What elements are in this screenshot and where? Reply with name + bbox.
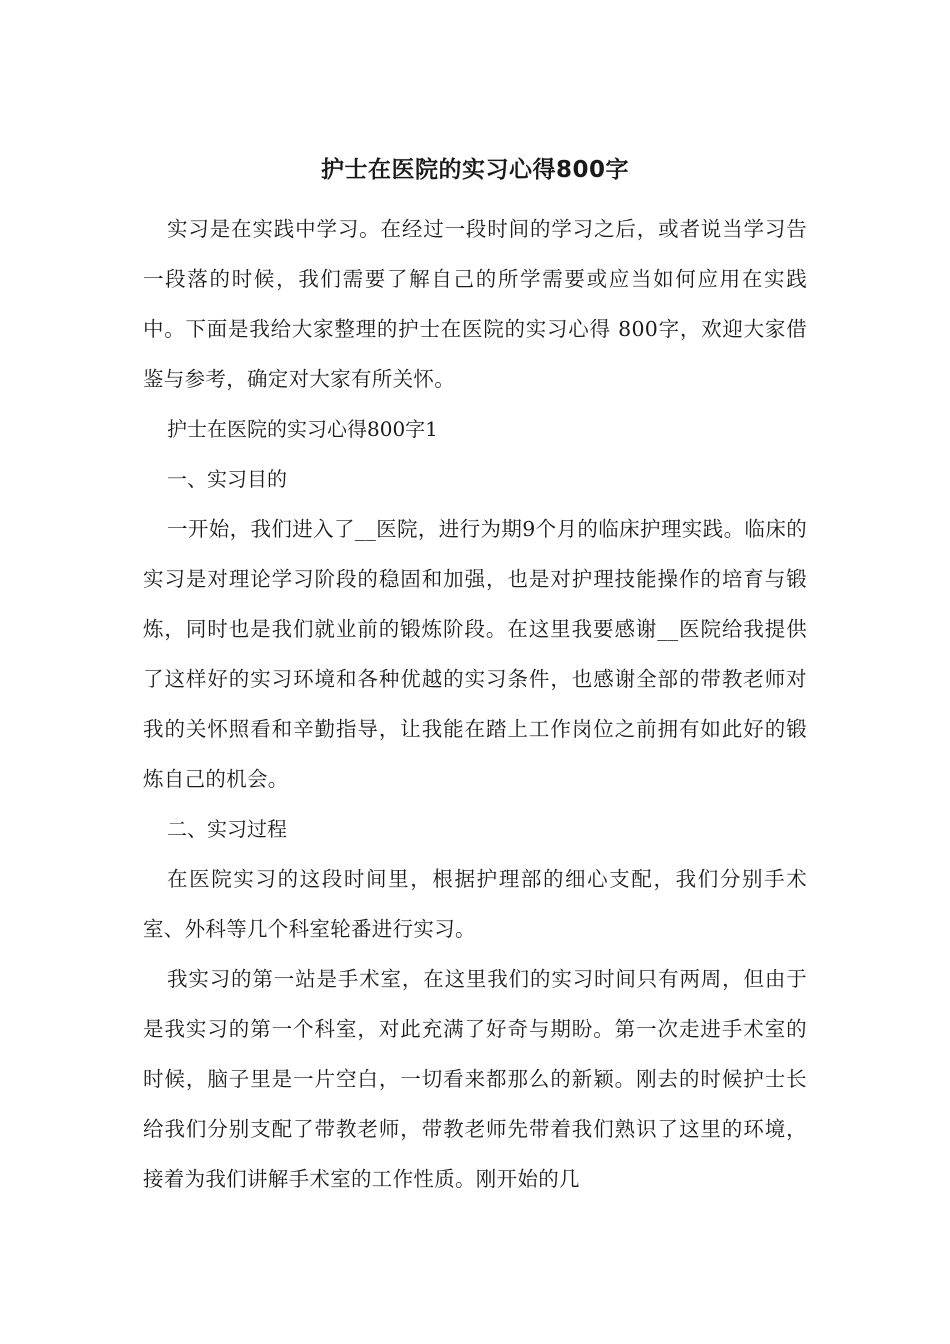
document-body [143,204,807,1204]
section-heading-1: 护士在医院的实习心得800字1 [167,417,438,441]
subsection-heading-process: 二、实习过程 [167,817,287,841]
process-paragraph-1: 在医院实习的这段时间里，根据护理部的细心支配，我们分别手术室、外科等几个科室轮番进行实习。 [143,867,807,941]
intro-paragraph: 实习是在实践中学习。在经过一段时间的学习之后，或者说当学习告一段落的时候，我们需要了解自己的所学需要或应当如何应用在实践中。下面是我给大家整理的护士在医院的实习心得 800字，欢迎大家借鉴与参考，确定对大家有所关怀。 [143,217,807,391]
document-title: 护士在医院的实习心得800字 [320,157,629,183]
process-paragraph-2: 我实习的第一站是手术室，在这里我们的实习时间只有两周，但由于是我实习的第一个科室，对此充满了好奇与期盼。第一次走进手术室的时候，脑子里是一片空白，一切看来都那么的新颖。刚去的时候护士长给我们分别支配了带教老师，带教老师先带着我们熟识了这里的环境，接着为我们讲解手术室的工作性质。刚开始的几 [143,967,807,1191]
subsection-heading-purpose: 一、实习目的 [167,467,287,491]
purpose-paragraph: 一开始，我们进入了__医院，进行为期9个月的临床护理实践。临床的实习是对理论学习阶段的稳固和加强，也是对护理技能操作的培育与锻炼，同时也是我们就业前的锻炼阶段。在这里我要感谢__医院给我提供了这样好的实习环境和各种优越的实习条件，也感谢全部的带教老师对我的关怀照看和辛勤指导，让我能在踏上工作岗位之前拥有如此好的锻炼自己的机会。 [143,517,807,791]
